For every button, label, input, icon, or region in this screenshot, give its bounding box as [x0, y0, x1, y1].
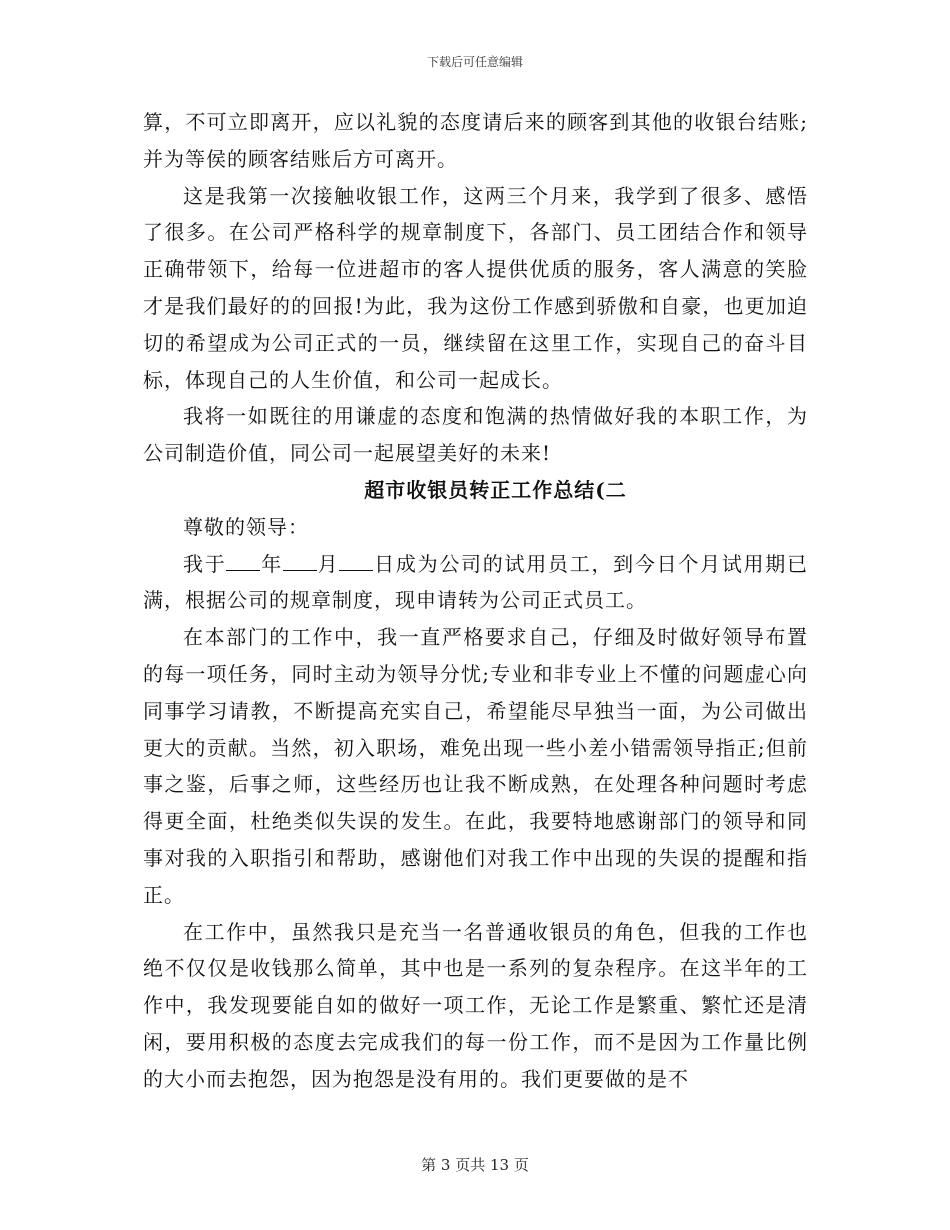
paragraph-experience: 这是我第一次接触收银工作，这两三个月来，我学到了很多、感悟了很多。在公司严格科学的规章制度下，各部门、员工团结合作和领导正确带领下，给每一位进超市的客人提供优质的服务，客人满意的笑脸才是我们最好的的回报!为此，我为这份工作感到骄傲和自豪，也更加迫切的希望成为公司正式的一员，继续留在这里工作，实现自己的奋斗目标，体现自己的人生价值，和公司一起成长。 [143, 183, 808, 392]
page-header: 下载后可任意编辑 [426, 55, 523, 69]
paragraph-date-line [143, 546, 808, 620]
year-label: 年 [260, 551, 283, 576]
day-blank [339, 550, 373, 571]
month-label: 月 [316, 551, 340, 576]
document-body [143, 104, 808, 1098]
year-blank [226, 550, 260, 571]
date-line-prefix: 我于 [183, 551, 227, 576]
page-footer: 第 3 页共 13 页 [421, 1156, 529, 1174]
paragraph-cashier-work: 在工作中，虽然我只是充当一名普通收银员的角色，但我的工作也绝不仅仅是收钱那么简单，其中也是一系列的复杂程序。在这半年的工作中，我发现要能自如的做好一项工作，无论工作是繁重、繁忙还是清闲，要用积极的态度去完成我们的每一份工作，而不是因为工作量比例的大小而去抱怨，因为抱怨是没有用的。我们更要做的是不 [143, 919, 808, 1091]
salutation: 尊敬的领导： [183, 514, 309, 539]
date-line-rest: 日成为公司的试用员工，到今日个月试用期已满，根据公司的规章制度，现申请转为公司正式员工。 [143, 551, 809, 613]
section-title: 超市收银员转正工作总结(二 [364, 477, 627, 502]
paragraph-commitment: 我将一如既往的用谦虚的态度和饱满的热情做好我的本职工作，为公司制造价值，同公司一起展望美好的未来! [143, 404, 808, 466]
paragraph-department-work: 在本部门的工作中，我一直严格要求自己，仔细及时做好领导布置的每一项任务，同时主动为领导分忧;专业和非专业上不懂的问题虚心向同事学习请教，不断提高充实自己，希望能尽早独当一面，为公司做出更大的贡献。当然，初入职场，难免出现一些小差小错需领导指正;但前事之鉴，后事之师，这些经历也让我不断成熟，在处理各种问题时考虑得更全面，杜绝类似失误的发生。在此，我要特地感谢部门的领导和同事对我的入职指引和帮助，感谢他们对我工作中出现的失误的提醒和指正。 [143, 625, 808, 907]
paragraph-continuation: 算，不可立即离开，应以礼貌的态度请后来的顾客到其他的收银台结账;并为等侯的顾客结账后方可离开。 [143, 110, 808, 171]
month-blank [283, 550, 317, 571]
